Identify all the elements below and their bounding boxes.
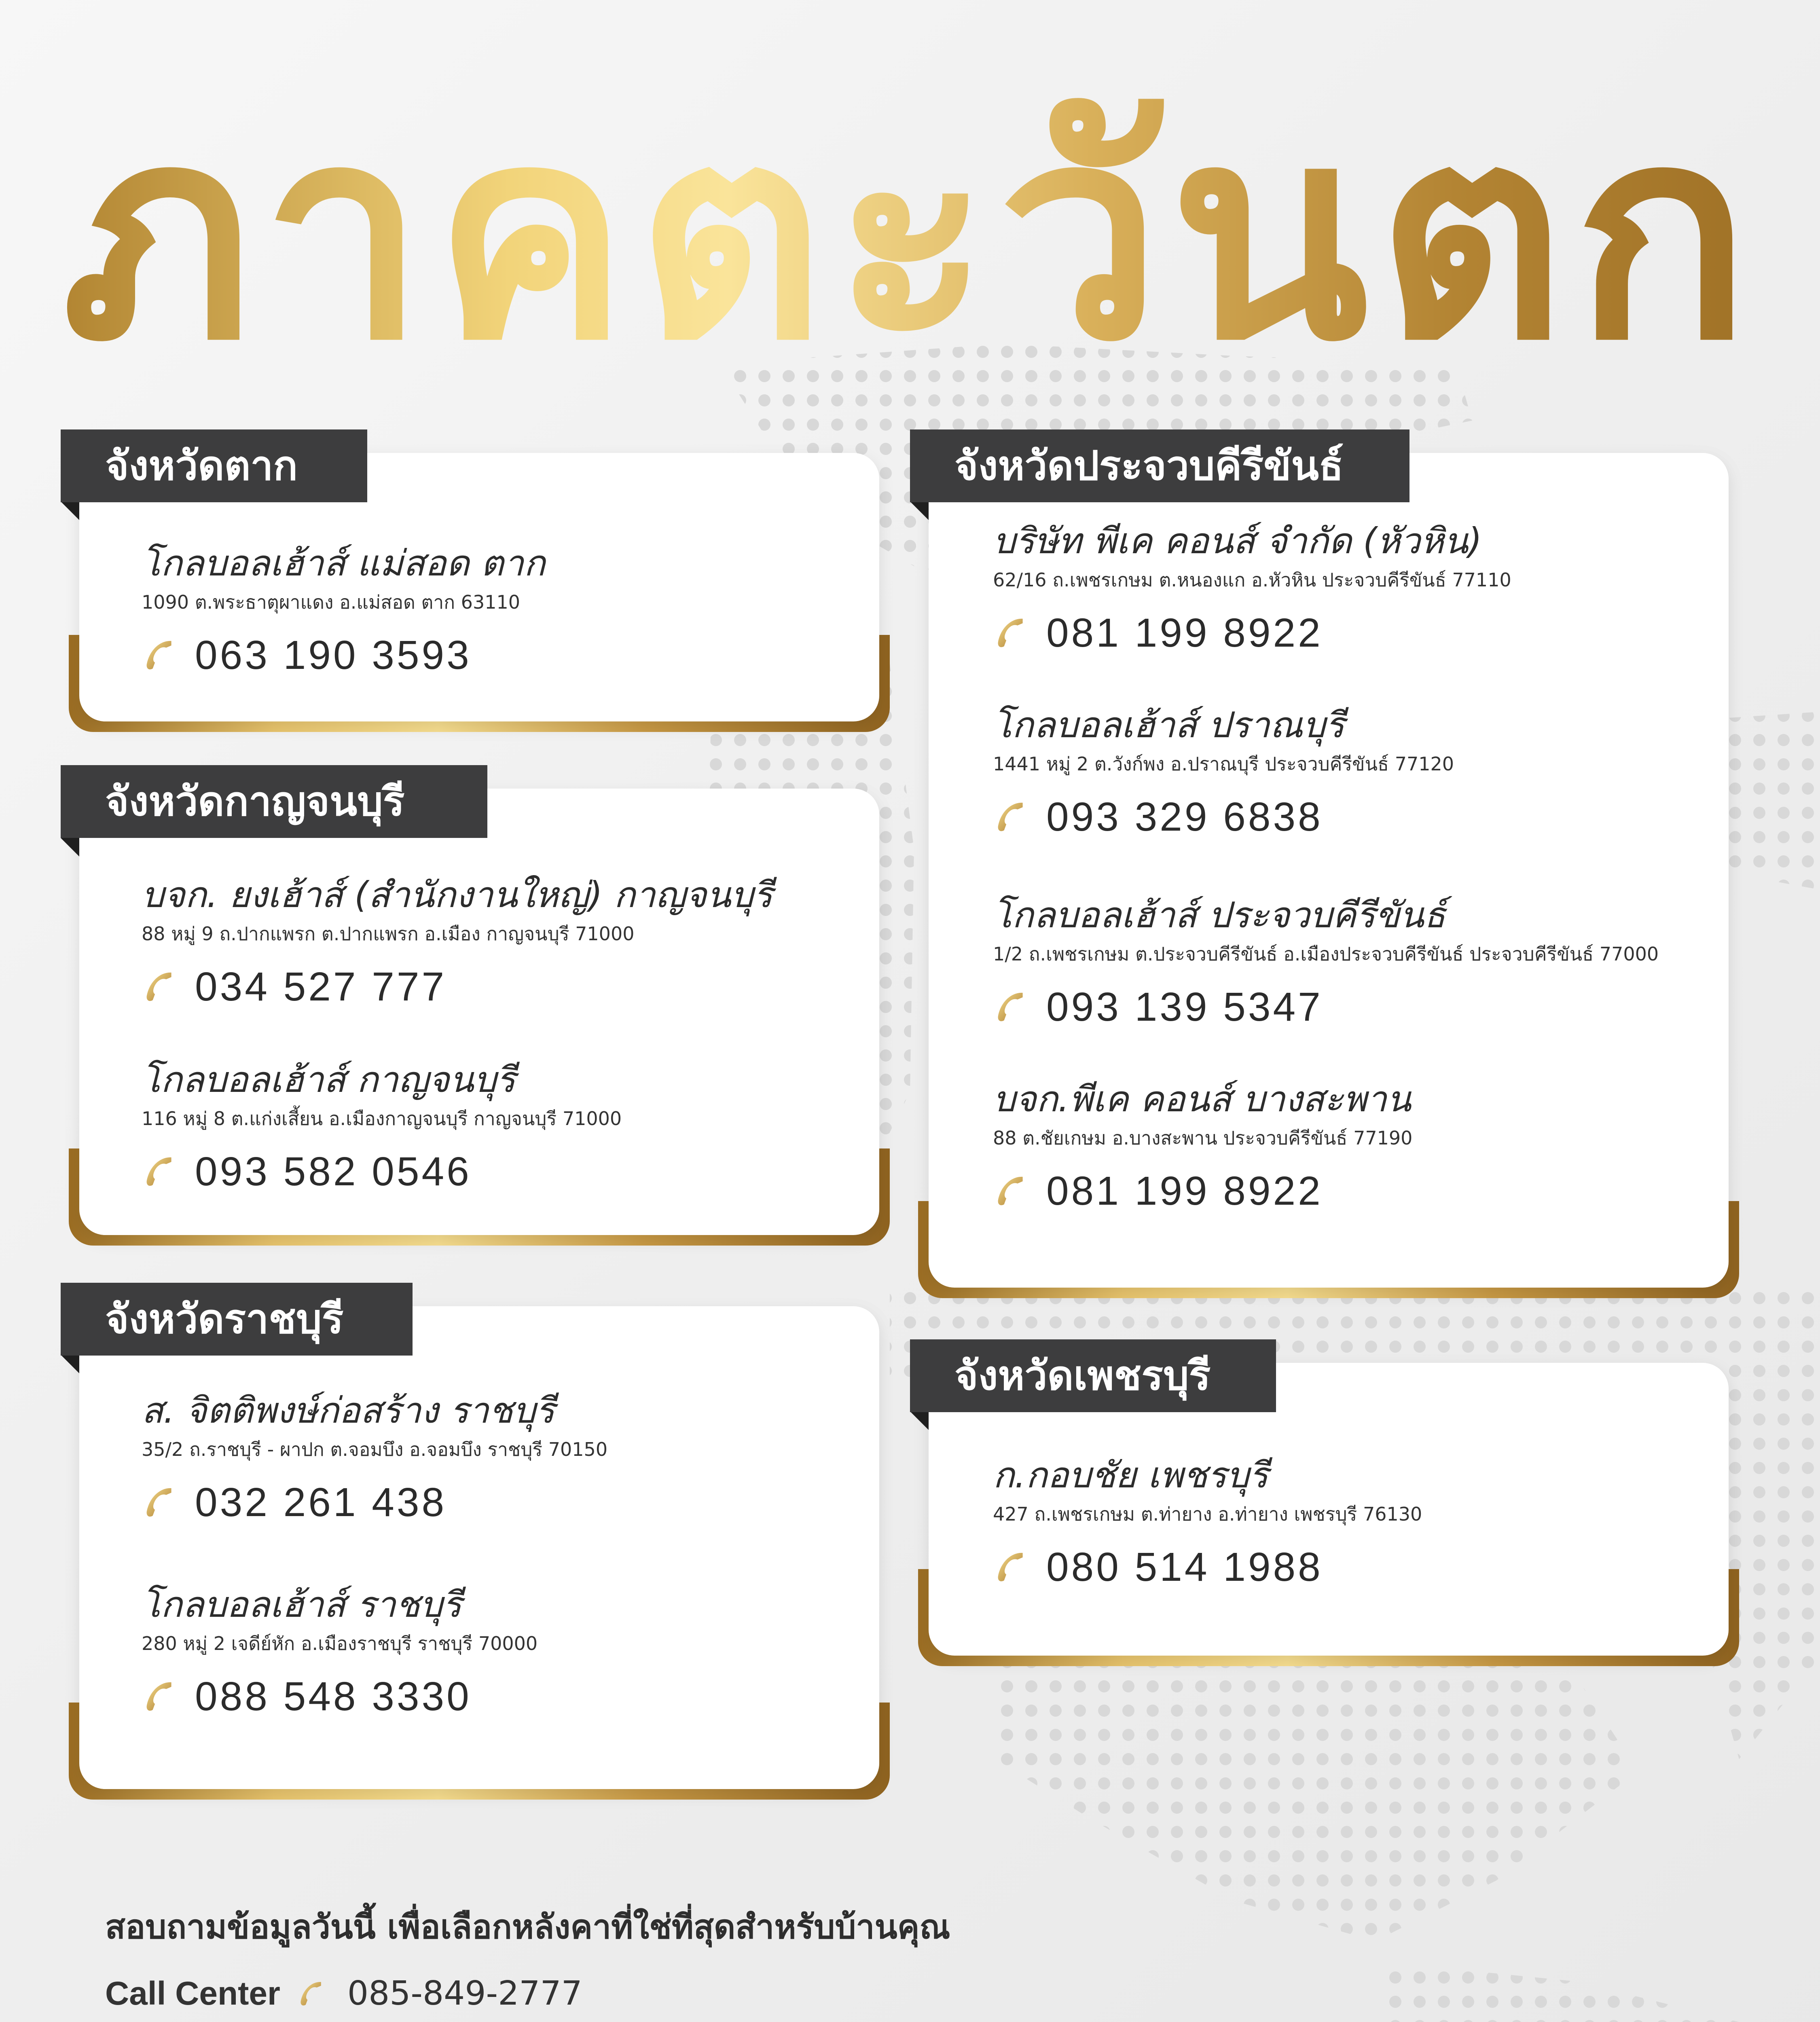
province-card-ratchaburi	[69, 1306, 890, 1800]
dealer-phone[interactable]	[993, 610, 1511, 656]
phone-number: 088 548 3330	[195, 1674, 472, 1720]
call-center-phone: 085-849-2777	[347, 1974, 582, 2013]
phone-icon	[142, 968, 179, 1005]
phone-number: 093 329 6838	[1046, 794, 1323, 840]
dealer-address: 88 หมู่ 9 ถ.ปากแพรก ต.ปากแพรก อ.เมือง กาญจนบุรี 71000	[142, 922, 635, 945]
dealer-address: 116 หมู่ 8 ต.แก่งเสี้ยน อ.เมืองกาญจนบุรี กาญจนบุรี 71000	[142, 1107, 622, 1129]
phone-icon	[993, 614, 1030, 651]
phone-number: 080 514 1988	[1046, 1544, 1323, 1590]
dealer-entry	[993, 704, 1454, 840]
tab-fold	[61, 501, 79, 520]
dealer-name: บริษัท พีเค คอนส์ จำกัด (หัวหิน)	[993, 520, 1482, 562]
dealer-entry	[142, 542, 546, 678]
phone-number: 093 139 5347	[1046, 984, 1323, 1030]
phone-icon	[142, 637, 179, 674]
dealer-address: 1090 ต.พระธาตุผาแดง อ.แม่สอด ตาก 63110	[142, 591, 521, 613]
phone-icon	[142, 1153, 179, 1190]
province-tab-ratchaburi: จังหวัดราชบุรี	[61, 1283, 413, 1356]
dealer-entry	[993, 520, 1511, 656]
dealer-address: 62/16 ถ.เพชรเกษม ต.หนองแก อ.หัวหิน ประจวบคีรีขันธ์ 77110	[993, 569, 1511, 591]
phone-icon	[993, 798, 1030, 835]
dealer-phone[interactable]	[142, 1149, 622, 1195]
dealer-phone[interactable]	[993, 1168, 1412, 1214]
dealer-entry	[142, 1059, 622, 1195]
dealer-entry	[993, 894, 1659, 1030]
phone-number: 063 190 3593	[195, 632, 472, 678]
dealer-name: โกลบอลเฮ้าส์ แม่สอด ตาก	[142, 542, 546, 584]
province-tab-phetchaburi: จังหวัดเพชรบุรี	[910, 1339, 1276, 1412]
phone-number: 093 582 0546	[195, 1149, 472, 1195]
dealer-address: 35/2 ถ.ราชบุรี - ผาปก ต.จอมบึง อ.จอมบึง ราชบุรี 70150	[142, 1438, 608, 1460]
dealer-address: 280 หมู่ 2 เจดีย์หัก อ.เมืองราชบุรี ราชบุรี 70000	[142, 1632, 538, 1654]
phone-number: 032 261 438	[195, 1480, 447, 1525]
call-center-line[interactable]	[105, 1974, 950, 2013]
dealer-entry	[993, 1078, 1413, 1214]
dealer-phone[interactable]	[142, 632, 545, 678]
phone-icon	[142, 1484, 179, 1521]
dealer-phone[interactable]	[142, 964, 772, 1010]
phone-icon	[993, 1172, 1030, 1210]
phone-number: 081 199 8922	[1046, 610, 1323, 656]
dealer-name: ส. จิตติพงษ์ก่อสร้าง ราชบุรี	[142, 1390, 555, 1431]
dealer-name: โกลบอลเฮ้าส์ ปราณบุรี	[993, 704, 1345, 746]
phone-number: 034 527 777	[195, 964, 447, 1010]
dealer-entry	[142, 1391, 607, 1523]
dealer-entry	[142, 874, 773, 1010]
footer-headline: สอบถามข้อมูลวันนี้ เพื่อเลือกหลังคาที่ใช่ที่สุดสำหรับบ้านคุณ	[105, 1908, 950, 1946]
province-tab-kanchanaburi: จังหวัดกาญจนบุรี	[61, 765, 487, 838]
contact-footer	[105, 1901, 950, 2022]
dealer-address: 427 ถ.เพชรเกษม ต.ท่ายาง อ.ท่ายาง เพชรบุรี 76130	[993, 1503, 1422, 1525]
dealer-phone[interactable]	[993, 794, 1454, 840]
phone-number: 081 199 8922	[1046, 1168, 1323, 1214]
phone-icon	[296, 1978, 327, 2009]
dealer-name: โกลบอลเฮ้าส์ ประจวบคีรีขันธ์	[993, 894, 1446, 936]
tab-fold	[910, 501, 929, 520]
dealer-name: บจก.พีเค คอนส์ บางสะพาน	[993, 1078, 1411, 1120]
dealer-entry	[993, 1454, 1422, 1590]
dealer-address: 1441 หมู่ 2 ต.วังก์พง อ.ปราณบุรี ประจวบคีรีขันธ์ 77120	[993, 753, 1454, 775]
tab-fold	[61, 1355, 79, 1373]
tab-fold	[910, 1411, 929, 1430]
province-tab-tak: จังหวัดตาก	[61, 429, 367, 502]
dealer-phone[interactable]	[142, 1674, 538, 1720]
dealer-name: บจก. ยงเฮ้าส์ (สำนักงานใหญ่) กาญจนบุรี	[142, 874, 773, 916]
dealer-name: โกลบอลเฮ้าส์ ราชบุรี	[142, 1584, 462, 1625]
dealer-address: 88 ต.ชัยเกษม อ.บางสะพาน ประจวบคีรีขันธ์ 77190	[993, 1127, 1413, 1149]
dealer-phone[interactable]	[993, 984, 1659, 1030]
phone-icon	[993, 1548, 1030, 1586]
dealer-address: 1/2 ถ.เพชรเกษม ต.ประจวบคีรีขันธ์ อ.เมืองประจวบคีรีขันธ์ ประจวบคีรีขันธ์ 77000	[993, 943, 1659, 965]
dealer-entry	[142, 1584, 538, 1720]
dealer-phone[interactable]	[142, 1482, 607, 1523]
province-tab-prachuap: จังหวัดประจวบคีรีขันธ์	[910, 429, 1409, 502]
tab-fold	[61, 838, 79, 857]
phone-icon	[142, 1678, 179, 1715]
dealer-name: ก.กอบชัย เพชรบุรี	[993, 1454, 1268, 1496]
phone-icon	[993, 988, 1030, 1026]
call-center-label: Call Center	[105, 1975, 280, 2012]
dealer-phone[interactable]	[993, 1544, 1422, 1590]
page-title: ภาคตะวันตก	[0, 89, 1820, 380]
dealer-name: โกลบอลเฮ้าส์ กาญจนบุรี	[142, 1059, 516, 1100]
